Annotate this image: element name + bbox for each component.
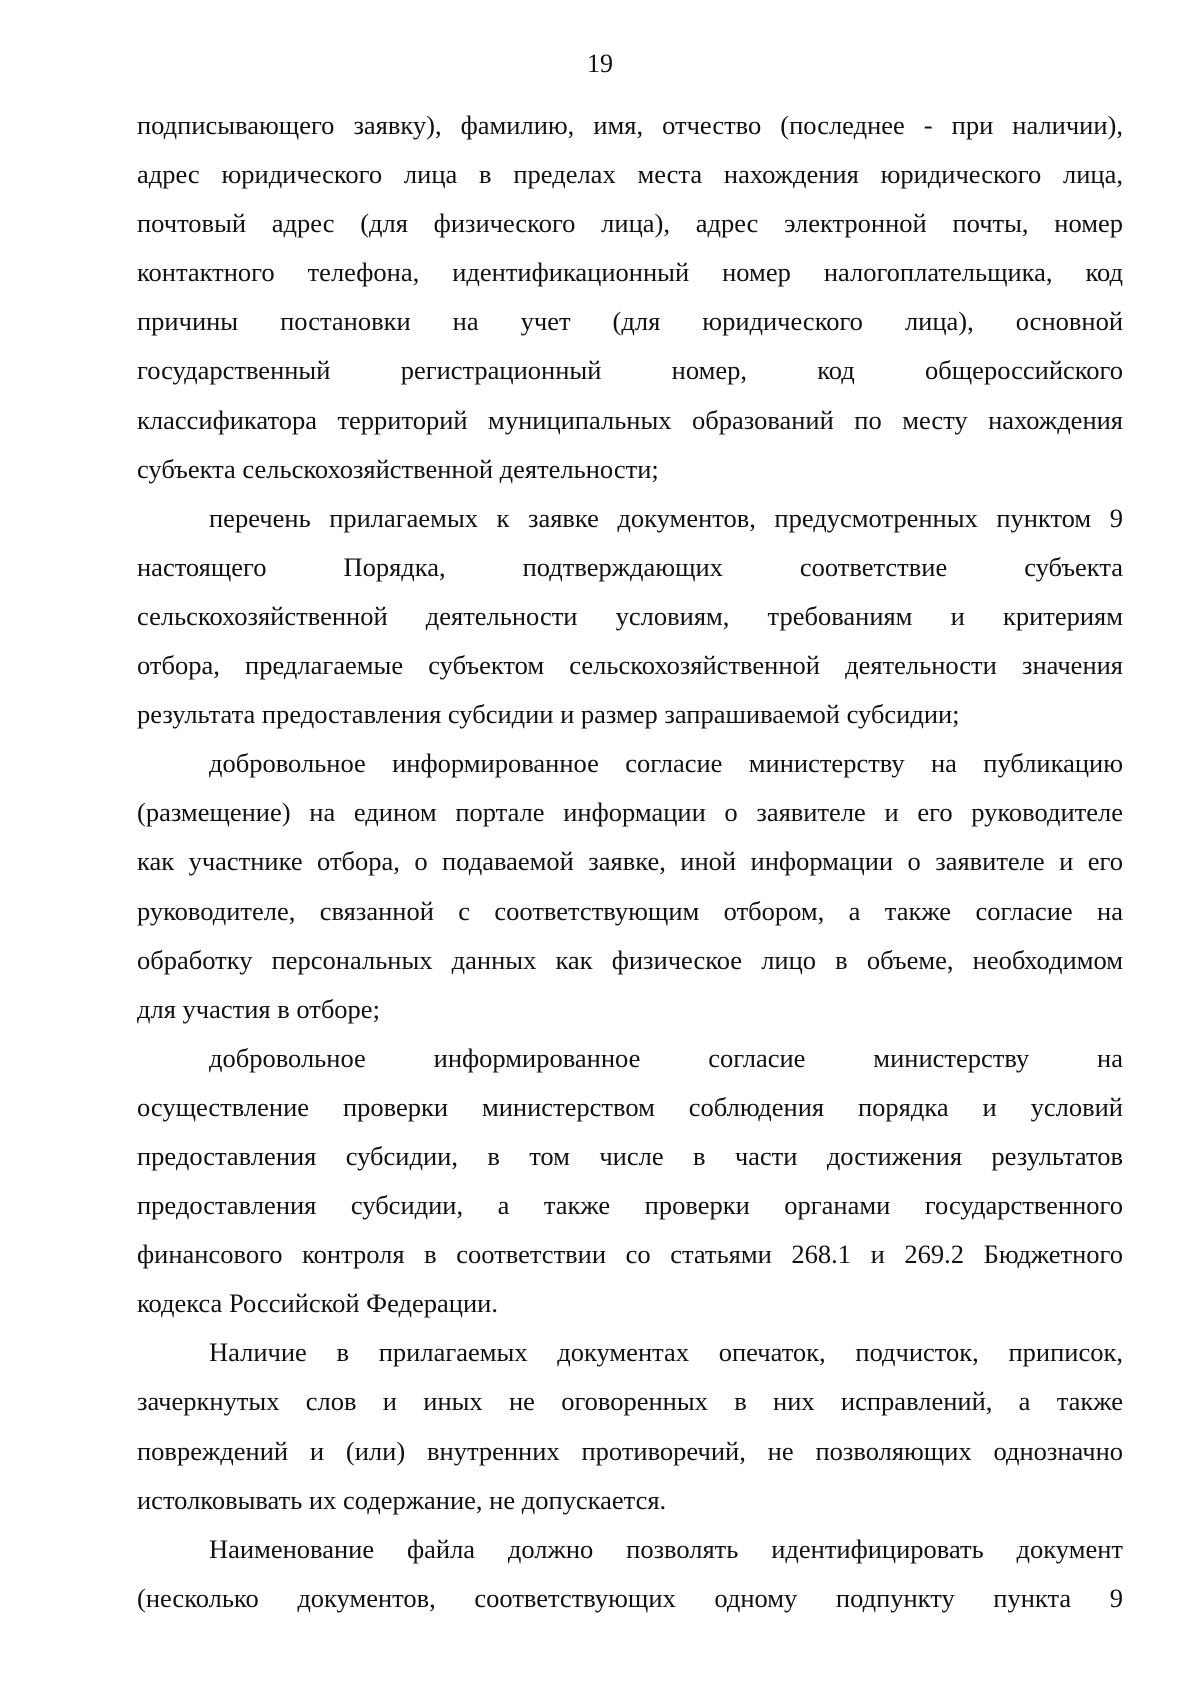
text-line: предоставления субсидии, а также проверки органами государственного [137,1190,1123,1221]
text-line: перечень прилагаемых к заявке документов, предусмотренных пунктом 9 [209,502,1123,533]
text-line: отбора, предлагаемые субъектом сельскохозяйственной деятельности значения [137,650,1123,681]
text-line: сельскохозяйственной деятельности условиям, требованиям и критериям [137,600,1123,631]
text-line: адрес юридического лица в пределах места нахождения юридического лица, [137,159,1123,190]
text-line: почтовый адрес (для физического лица), адрес электронной почты, номер [137,208,1123,239]
text-line: классификатора территорий муниципальных образований по месту нахождения [137,404,1123,435]
text-line: Наименование файла должно позволять идентифицировать документ [209,1533,1123,1564]
text-line: кодекса Российской Федерации. [137,1288,498,1319]
text-line: предоставления субсидии, в том числе в части достижения результатов [137,1140,1123,1171]
text-line: финансового контроля в соответствии со статьями 268.1 и 269.2 Бюджетного [137,1239,1123,1270]
text-line: настоящего Порядка, подтверждающих соответствие субъекта [137,551,1123,582]
text-line: обработку персональных данных как физическое лицо в объеме, необходимом [137,944,1123,975]
text-line: добровольное информированное согласие министерству на [209,1042,1123,1073]
text-line: субъекта сельскохозяйственной деятельности; [137,453,659,484]
page-number: 19 [587,49,613,78]
text-line: зачеркнутых слов и иных не оговоренных в них исправлений, а также [137,1386,1123,1417]
text-line: результата предоставления субсидии и размер запрашиваемой субсидии; [137,699,960,730]
text-line: осуществление проверки министерством соблюдения порядка и условий [137,1091,1123,1122]
text-line: (размещение) на едином портале информации о заявителе и его руководителе [137,797,1123,828]
text-line: причины постановки на учет (для юридического лица), основной [137,306,1123,337]
text-line: государственный регистрационный номер, код общероссийского [137,355,1123,386]
text-line: повреждений и (или) внутренних противоречий, не позволяющих однозначно [137,1435,1123,1466]
text-line: (несколько документов, соответствующих одному подпункту пункта 9 [137,1582,1123,1613]
text-line: истолковывать их содержание, не допускается. [137,1484,667,1515]
body-text [137,101,1123,1623]
text-line: Наличие в прилагаемых документах опечаток, подчисток, приписок, [209,1337,1123,1368]
text-line: как участнике отбора, о подаваемой заявке, иной информации о заявителе и его [137,846,1123,877]
text-line: руководителе, связанной с соответствующим отбором, а также согласие на [137,895,1123,926]
text-line: подписывающего заявку), фамилию, имя, отчество (последнее - при наличии), [137,110,1123,140]
text-line: контактного телефона, идентификационный номер налогоплательщика, код [137,257,1123,288]
text-line: добровольное информированное согласие министерству на публикацию [209,748,1123,779]
text-line: для участия в отборе; [137,993,380,1024]
